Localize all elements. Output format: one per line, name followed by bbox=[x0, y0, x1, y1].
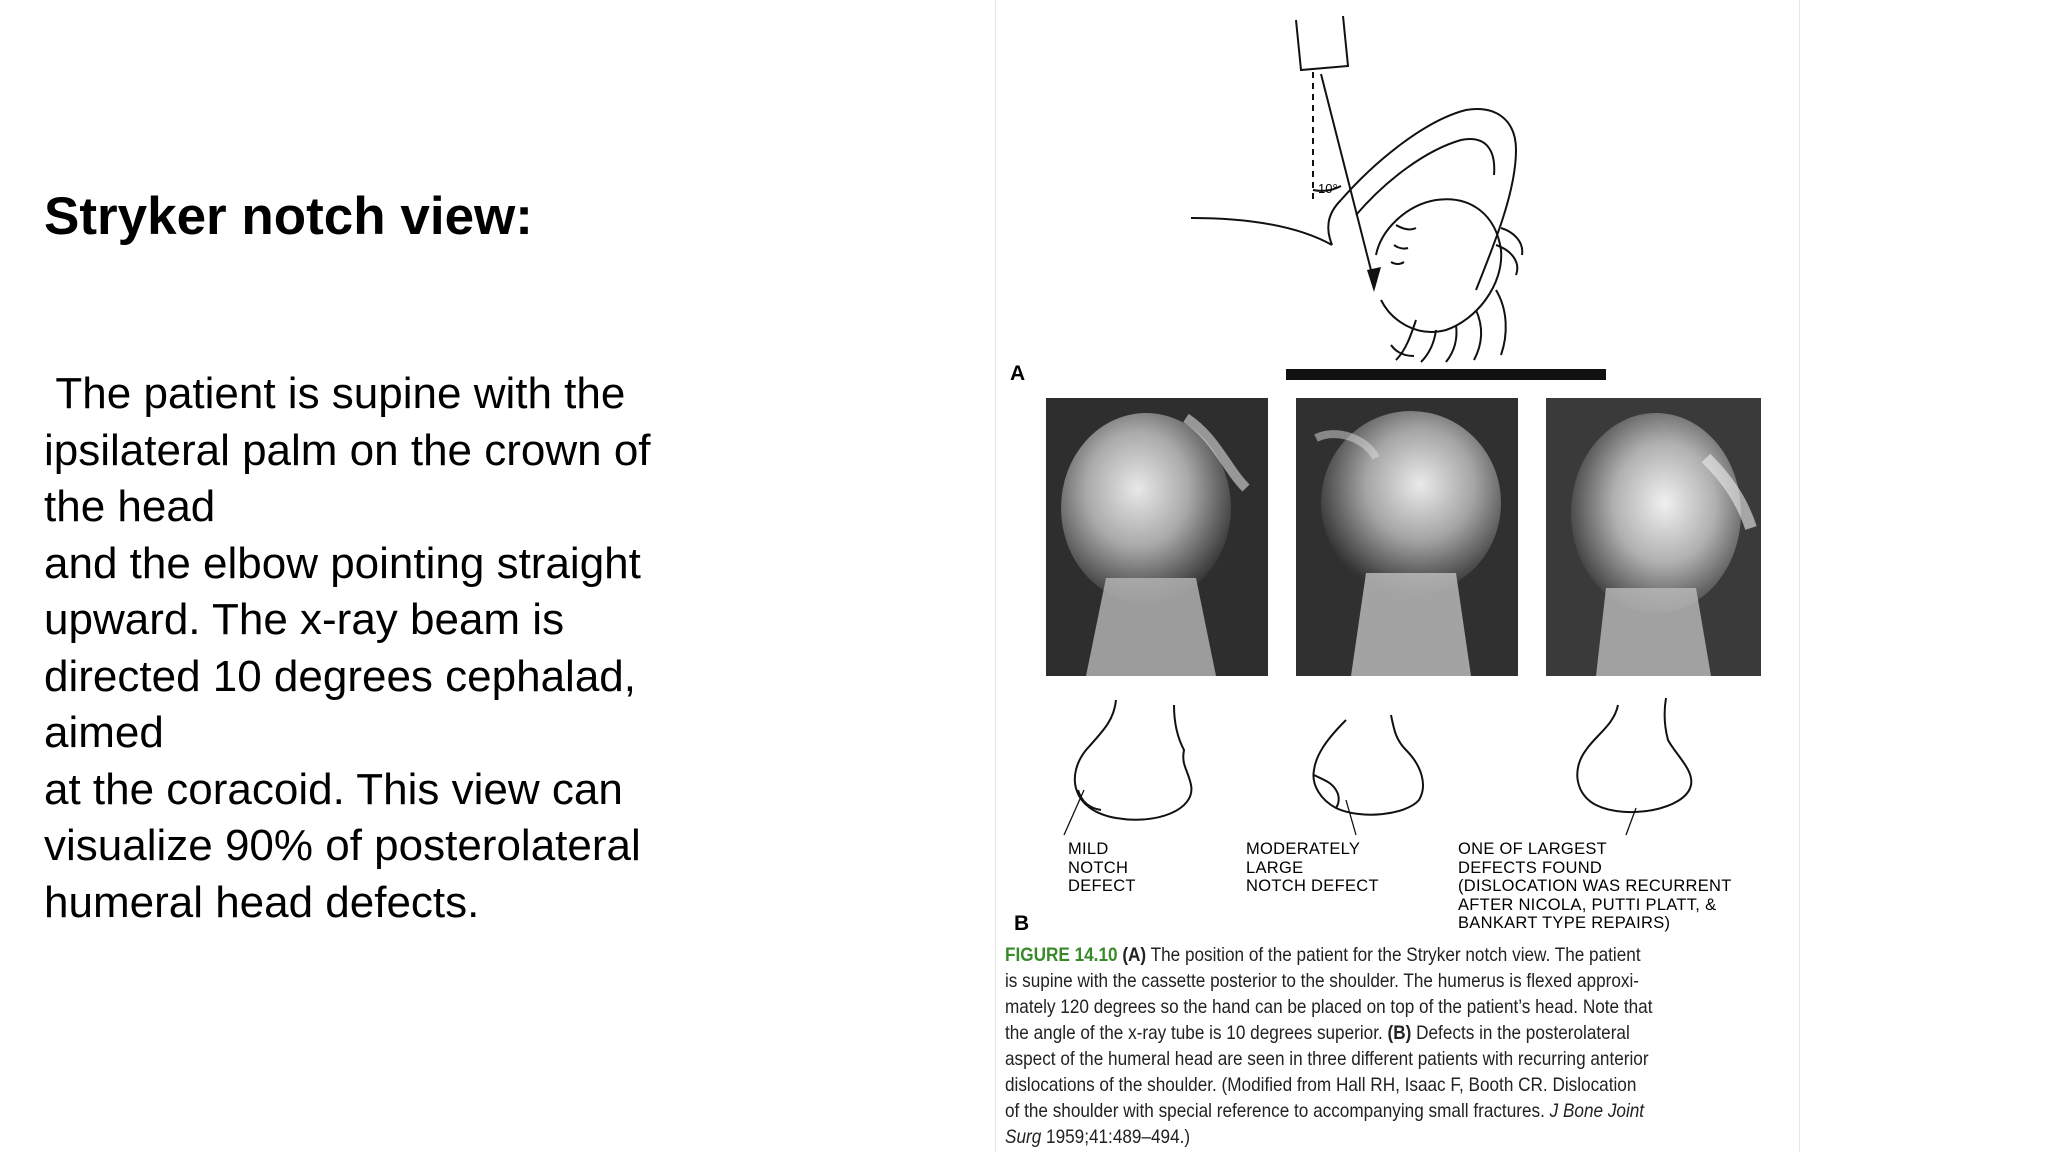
body-line: upward. The x-ray beam is bbox=[44, 595, 565, 644]
xray-mild-defect bbox=[1046, 398, 1268, 676]
caption-text: The position of the patient for the Stryker notch view. The patient bbox=[1146, 944, 1641, 966]
body-line: ipsilateral palm on the crown of bbox=[44, 425, 651, 475]
panel-b-label: B bbox=[1014, 912, 1030, 935]
body-line: The patient is supine with the bbox=[44, 369, 626, 418]
angle-label: 10° bbox=[1318, 181, 1338, 196]
caption-line: is supine with the cassette posterior to the shoulder. The humerus is flexed approxi- bbox=[1005, 970, 1639, 992]
body-line: at the coracoid. This view can bbox=[44, 764, 623, 814]
caption-line: aspect of the humeral head are seen in three different patients with recurring anterior bbox=[1005, 1048, 1649, 1070]
label-line: MODERATELY bbox=[1246, 840, 1361, 858]
caption-line: mately 120 degrees so the hand can be placed on top of the patient’s head. Note that bbox=[1005, 996, 1653, 1018]
label-line: NOTCH bbox=[1068, 858, 1129, 877]
label-line: AFTER NICOLA, PUTTI PLATT, & bbox=[1458, 895, 1717, 914]
caption-journal: Surg bbox=[1005, 1126, 1042, 1148]
figure-number: FIGURE 14.10 bbox=[1005, 944, 1118, 966]
caption-text: Defects in the posterolateral bbox=[1411, 1022, 1630, 1044]
caption-text: of the shoulder with special reference to accompanying small fractures. bbox=[1005, 1100, 1550, 1122]
body-line: humeral head defects. bbox=[44, 877, 480, 927]
label-moderate-defect bbox=[1246, 840, 1379, 896]
figure-stryker-notch bbox=[995, 0, 1800, 1152]
label-line: MILD bbox=[1068, 840, 1109, 858]
label-mild-defect bbox=[1068, 840, 1136, 896]
body-line: aimed bbox=[44, 708, 164, 757]
label-line: DEFECT bbox=[1068, 877, 1136, 895]
label-line: NOTCH DEFECT bbox=[1246, 877, 1379, 895]
caption-line: dislocations of the shoulder. (Modified from Hall RH, Isaac F, Booth CR. Dislocation bbox=[1005, 1074, 1637, 1096]
body-line: and the elbow pointing straight bbox=[44, 538, 641, 588]
caption-journal: J Bone Joint bbox=[1549, 1100, 1645, 1122]
label-line: ONE OF LARGEST bbox=[1458, 840, 1608, 858]
caption-part-b: (B) bbox=[1387, 1022, 1412, 1044]
caption-part-a: (A) bbox=[1122, 944, 1147, 966]
patient-position-drawing bbox=[996, 0, 1799, 390]
xray-moderate-defect bbox=[1296, 398, 1518, 676]
slide-title: Stryker notch view: bbox=[44, 187, 533, 246]
label-line: (DISLOCATION WAS RECURRENT bbox=[1458, 877, 1732, 895]
body-line: directed 10 degrees cephalad, bbox=[44, 651, 636, 701]
figure-caption bbox=[1005, 942, 1788, 1150]
caption-text: the angle of the x-ray tube is 10 degrees superior. bbox=[1005, 1022, 1388, 1044]
caption-text: 1959;41:489–494.) bbox=[1041, 1126, 1191, 1148]
body-line: the head bbox=[44, 482, 216, 531]
xray-largest-defect bbox=[1546, 398, 1761, 676]
slide-body-text bbox=[44, 366, 744, 931]
label-largest-defect bbox=[1458, 840, 1732, 933]
label-line: LARGE bbox=[1246, 858, 1304, 877]
panel-a-label: A bbox=[1010, 362, 1026, 385]
label-line: DEFECTS FOUND bbox=[1458, 858, 1603, 877]
label-line: BANKART TYPE REPAIRS) bbox=[1458, 914, 1671, 932]
defect-outline-tracings bbox=[996, 690, 1799, 840]
body-line: visualize 90% of posterolateral bbox=[44, 821, 641, 870]
